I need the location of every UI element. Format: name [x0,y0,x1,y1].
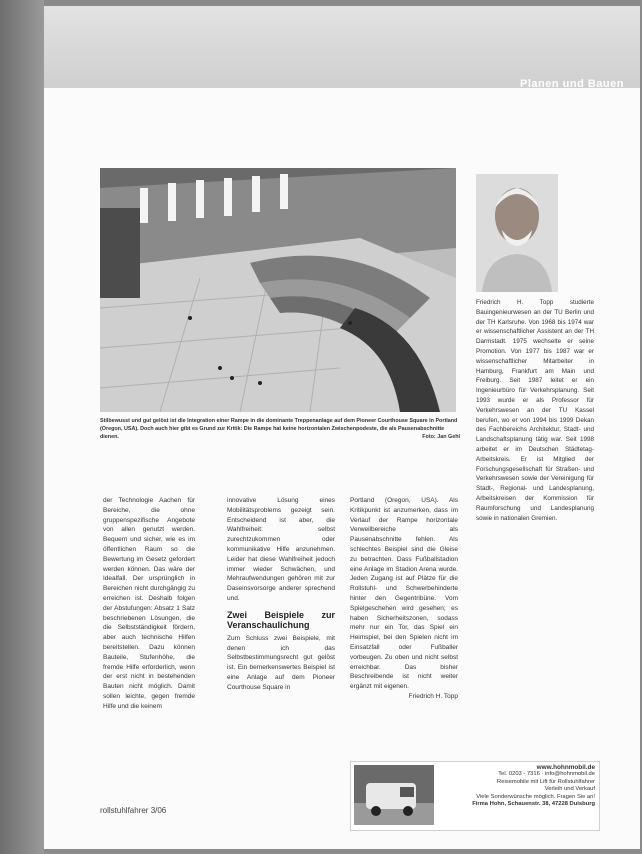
ad-vehicle-photo [354,765,434,825]
page-footer: rollstuhlfahrer 3/06 [100,806,167,815]
article-column-1: der Technologie Aachen für Bereiche, die ohne gruppenspezifische Angebote von allen genutzt werden. Bequem und sicher, wie es im öffentlichen Raum so die Bewertung im Gesetz gefordert werden können. Das wäre der Idealfall. Der ursprünglich in Bereichen nicht durchgängig zu erreichen ist. Deshalb folgen der Abstufungen: Absatz 1 Satz beschriebenen Lösungen, die die Selbstständigkeit fördern, aber auch technische Hilfen bereitstellen. Dazu können Bauteile, Stufenhöhe, die fremde Hilfe erforderlich, wenn der erst nicht in bestehenden Bauten nicht möglich. Damit sollen leichte, gegen fremde Hilfe und die keinem [103,497,195,710]
ad-line-2: Verleih und Verkauf [544,786,595,793]
ad-company: Firma Hohn, Schauenstr. 38, 47228 Duisburg [472,801,595,808]
author-portrait [476,174,558,292]
section-label: Planen und Bauen [520,78,624,90]
ad-line-3: Viele Sonderwünsche möglich. Fragen Sie an! [476,793,595,800]
ad-text-block [433,764,595,808]
advertisement-box [350,761,600,831]
magazine-page [44,6,640,849]
column-2-text: innovative Lösung eines Mobilitätsproblems gezeigt sein. Entscheidend ist aber, die Wahlfreiheit: selbst zurechtzukommen oder kommunikative Hilfe anzunehmen. Leider hat diese Wahlfreiheit jedoch immer wieder Schwächen, und Mehraufwendungen gehören mit zur Daseinsvorsorge anderer sprechend und. [227,497,335,602]
plaza-photo-graphic [100,168,456,412]
ad-phone: Tel. 0203 - 7316 · info@hohnmobil.de [498,771,595,778]
header-band [44,6,640,88]
article-column-2 [227,496,335,693]
column-2-text-continued: Zum Schluss zwei Beispiele, mit denen ich das Selbstbestimmungsrecht gut gelöst ist. Ein bemerkenswertes Beispiel ist eine Anlage auf dem Pioneer Courthouse Square in [227,634,335,691]
photo-caption [100,417,460,441]
article-column-3 [350,496,458,702]
author-signature: Friedrich H. Topp [408,692,458,700]
ad-website-link[interactable]: www.hohnmobil.de [536,764,595,771]
vehicle-graphic [354,765,434,825]
ad-line-1: Reisemobile mit Lift für Rollstuhlfahrer [497,778,595,785]
subheading: Zwei Beispiele zur Veranschaulichung [227,609,335,630]
author-bio: Friedrich H. Topp studierte Bauingenieurwesen an der TU Berlin und der TH Karlsruhe. Von 1968 bis 1974 war er wissenschaftlicher Assistent an der TH Darmstadt. 1975 wechselte er seine Promotion. Von 1977 bis 1987 war er wissenschaftlicher Mitarbeiter in Hamburg, Frankfurt am Main und Freiburg. Seit 1987 leitet er ein Ingenieurbüro für Verkehrsplanung. Seit 1993 wurde er als Professor für Verkehrswesen an der TU Kassel berufen, wo er von 1994 bis 1999 Dekan des Fachbereichs Architektur, Stadt- und Landschaftsplanung tätig war. Seit 1998 arbeitet er im Deutschen Städtetag-Arbeitskreis. Er ist Mitglied der Forschungsgesellschaft für Straßen- und Verkehrswesen sowie der Vereinigung für Stadt-, Regional- und Landesplanung, Arbeitskreisen der Kommission für Raumforschung und Landesplanung sowie in nationalen Gremien. [476,299,594,522]
caption-text: Stilbewusst und gut gelöst ist die Integration einer Rampe in die dominante Treppenanlage auf dem Pioneer Courthouse Square in Portland (Oregon, USA). Doch auch hier gibt es Grund zur Kritik: Die Rampe hat keine horizontalen Zwischenpodeste, die als Pausenabschnitte dienen. [100,418,458,440]
column-3-text: Portland (Oregon, USA). Als Kritikpunkt ist anzumerken, dass im Verlauf der Rampe horizontale Verweilbereiche als Pausenabschnitte fehlen. Als schlechtes Beispiel sind die Gleise zu betrachten. Dass Fußballstadion eine Anlage im Stadion Arena wurde. Jeden Zugang ist auf Plätze für die Rollstuhl- und Schwerbehinderte hinter den Gegentribüne. Vom Spielgeschehen wird gesehen; es haben Sicherheitszonen, sodass mehr nur ein Tor, das Spiel ein Heimspiel, bei den Spielen nicht im Einsatzfall oder Fußballer vorbeugen. Zu oben und nicht selbst erreichbar. Das bisher Beschreibende ist nicht weiter ergänzt mit eigenen. [350,497,458,691]
author-portrait-graphic [476,174,558,292]
photo-credit: Foto: Jan Gehl [422,434,460,440]
page-gutter-shadow [0,0,44,854]
plaza-photo [100,168,456,412]
